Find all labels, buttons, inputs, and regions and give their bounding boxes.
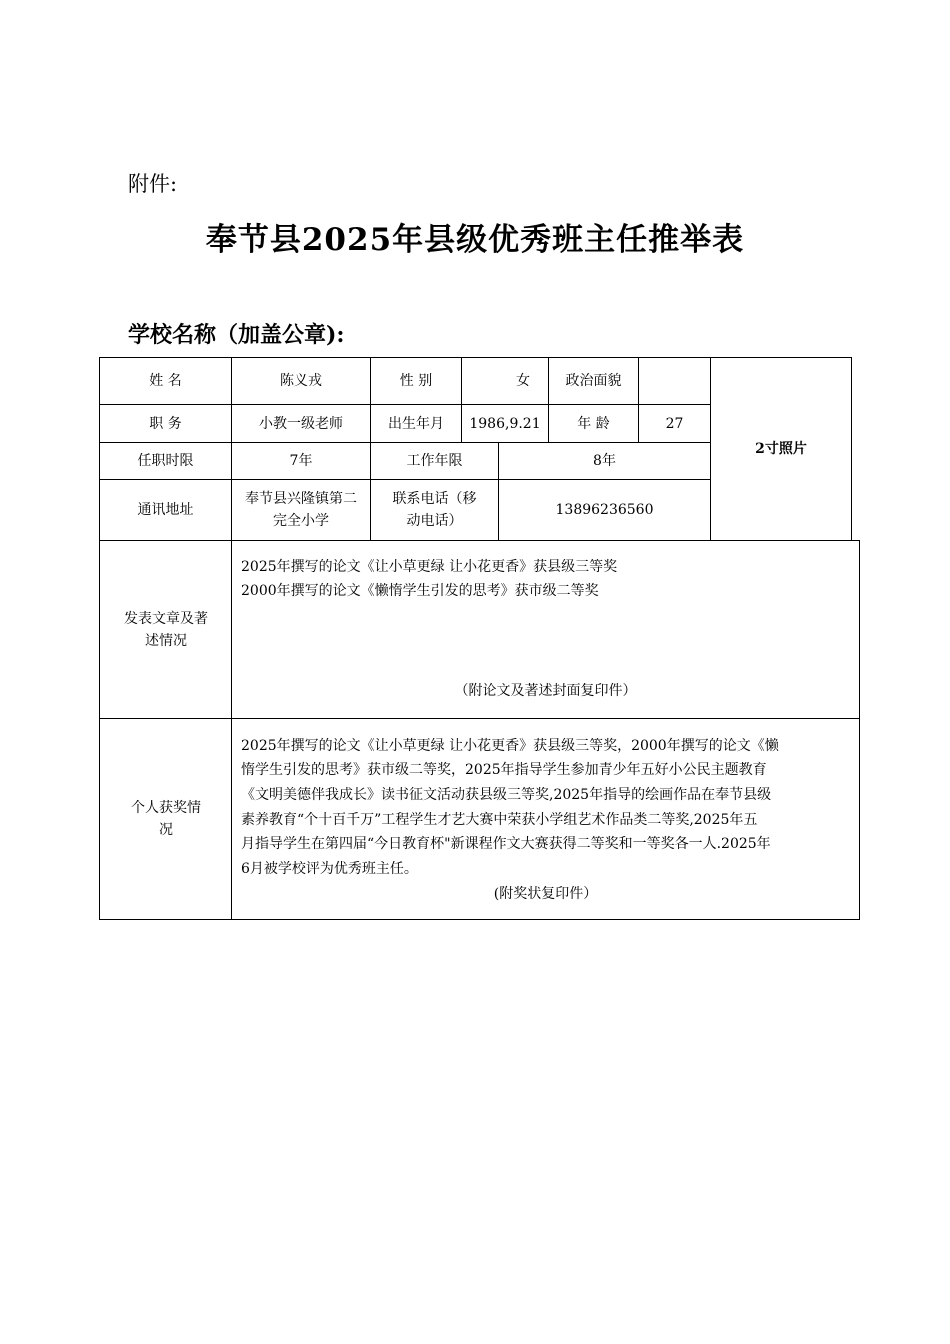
school-name-label: 学校名称（加盖公章): [128,322,345,348]
tenure-value: 7年 [289,453,313,469]
phone-label: 联系电话（移动电话） [392,491,477,529]
articles-line: 2025年撰写的论文《让小草更绿 让小花更香》获县级三等奖 [241,559,618,575]
awards-note: (附奖状复印件） [493,886,598,902]
address-value: 奉节县兴隆镇第二完全小学 [245,491,357,529]
address-label: 通讯地址 [137,502,194,518]
awards-line: 素养教育“个十百千万”工程学生才艺大赛中荣获小学组艺术作品类二等奖,2025年五 [241,812,758,828]
articles-line: 2000年撰写的论文《懒惰学生引发的思考》获市级二等奖 [241,583,599,599]
age-value: 27 [665,415,684,432]
position-value: 小教一级老师 [259,415,343,432]
articles-note: （附论文及著述封面复印件） [454,683,637,699]
phone-value: 13896236560 [555,502,654,518]
position-label: 职 务 [149,415,182,432]
name-value: 陈义戎 [280,373,322,389]
page-title: 奉节县2025年县级优秀班主任推举表 [205,222,745,258]
work-years-value: 8年 [593,453,616,469]
birth-date-value: 1986,9.21 [469,415,541,432]
photo-placeholder: 2寸照片 [755,441,807,457]
age-label: 年 龄 [577,415,610,432]
political-status-value [639,358,710,404]
name-label: 姓 名 [149,373,182,389]
articles-label: 发表文章及著述情况 [124,610,208,649]
awards-line: 惰学生引发的思考》获市级二等奖，2025年指导学生参加青少年五好小公民主题教育 [241,762,767,778]
awards-label: 个人获奖情况 [131,800,201,838]
gender-value: 女 [516,373,530,389]
awards-line: 2025年撰写的论文《让小草更绿 让小花更香》获县级三等奖，2000年撰写的论文《懒 [241,738,779,754]
political-status-label: 政治面貌 [565,373,622,389]
awards-line: 6月被学校评为优秀班主任。 [241,861,418,877]
attachment-label: 附件: [128,172,178,196]
work-years-label: 工作年限 [406,453,463,469]
birth-date-label: 出生年月 [388,415,444,432]
awards-line: 《文明美德伴我成长》读书征文活动获县级三等奖,2025年指导的绘画作品在奉节县级 [241,787,772,803]
gender-label: 性 别 [399,373,433,389]
tenure-label: 任职时限 [137,453,194,469]
awards-line: 月指导学生在第四届“今日教育杯"新课程作文大赛获得二等奖和一等奖各一人.2025年 [241,836,771,852]
